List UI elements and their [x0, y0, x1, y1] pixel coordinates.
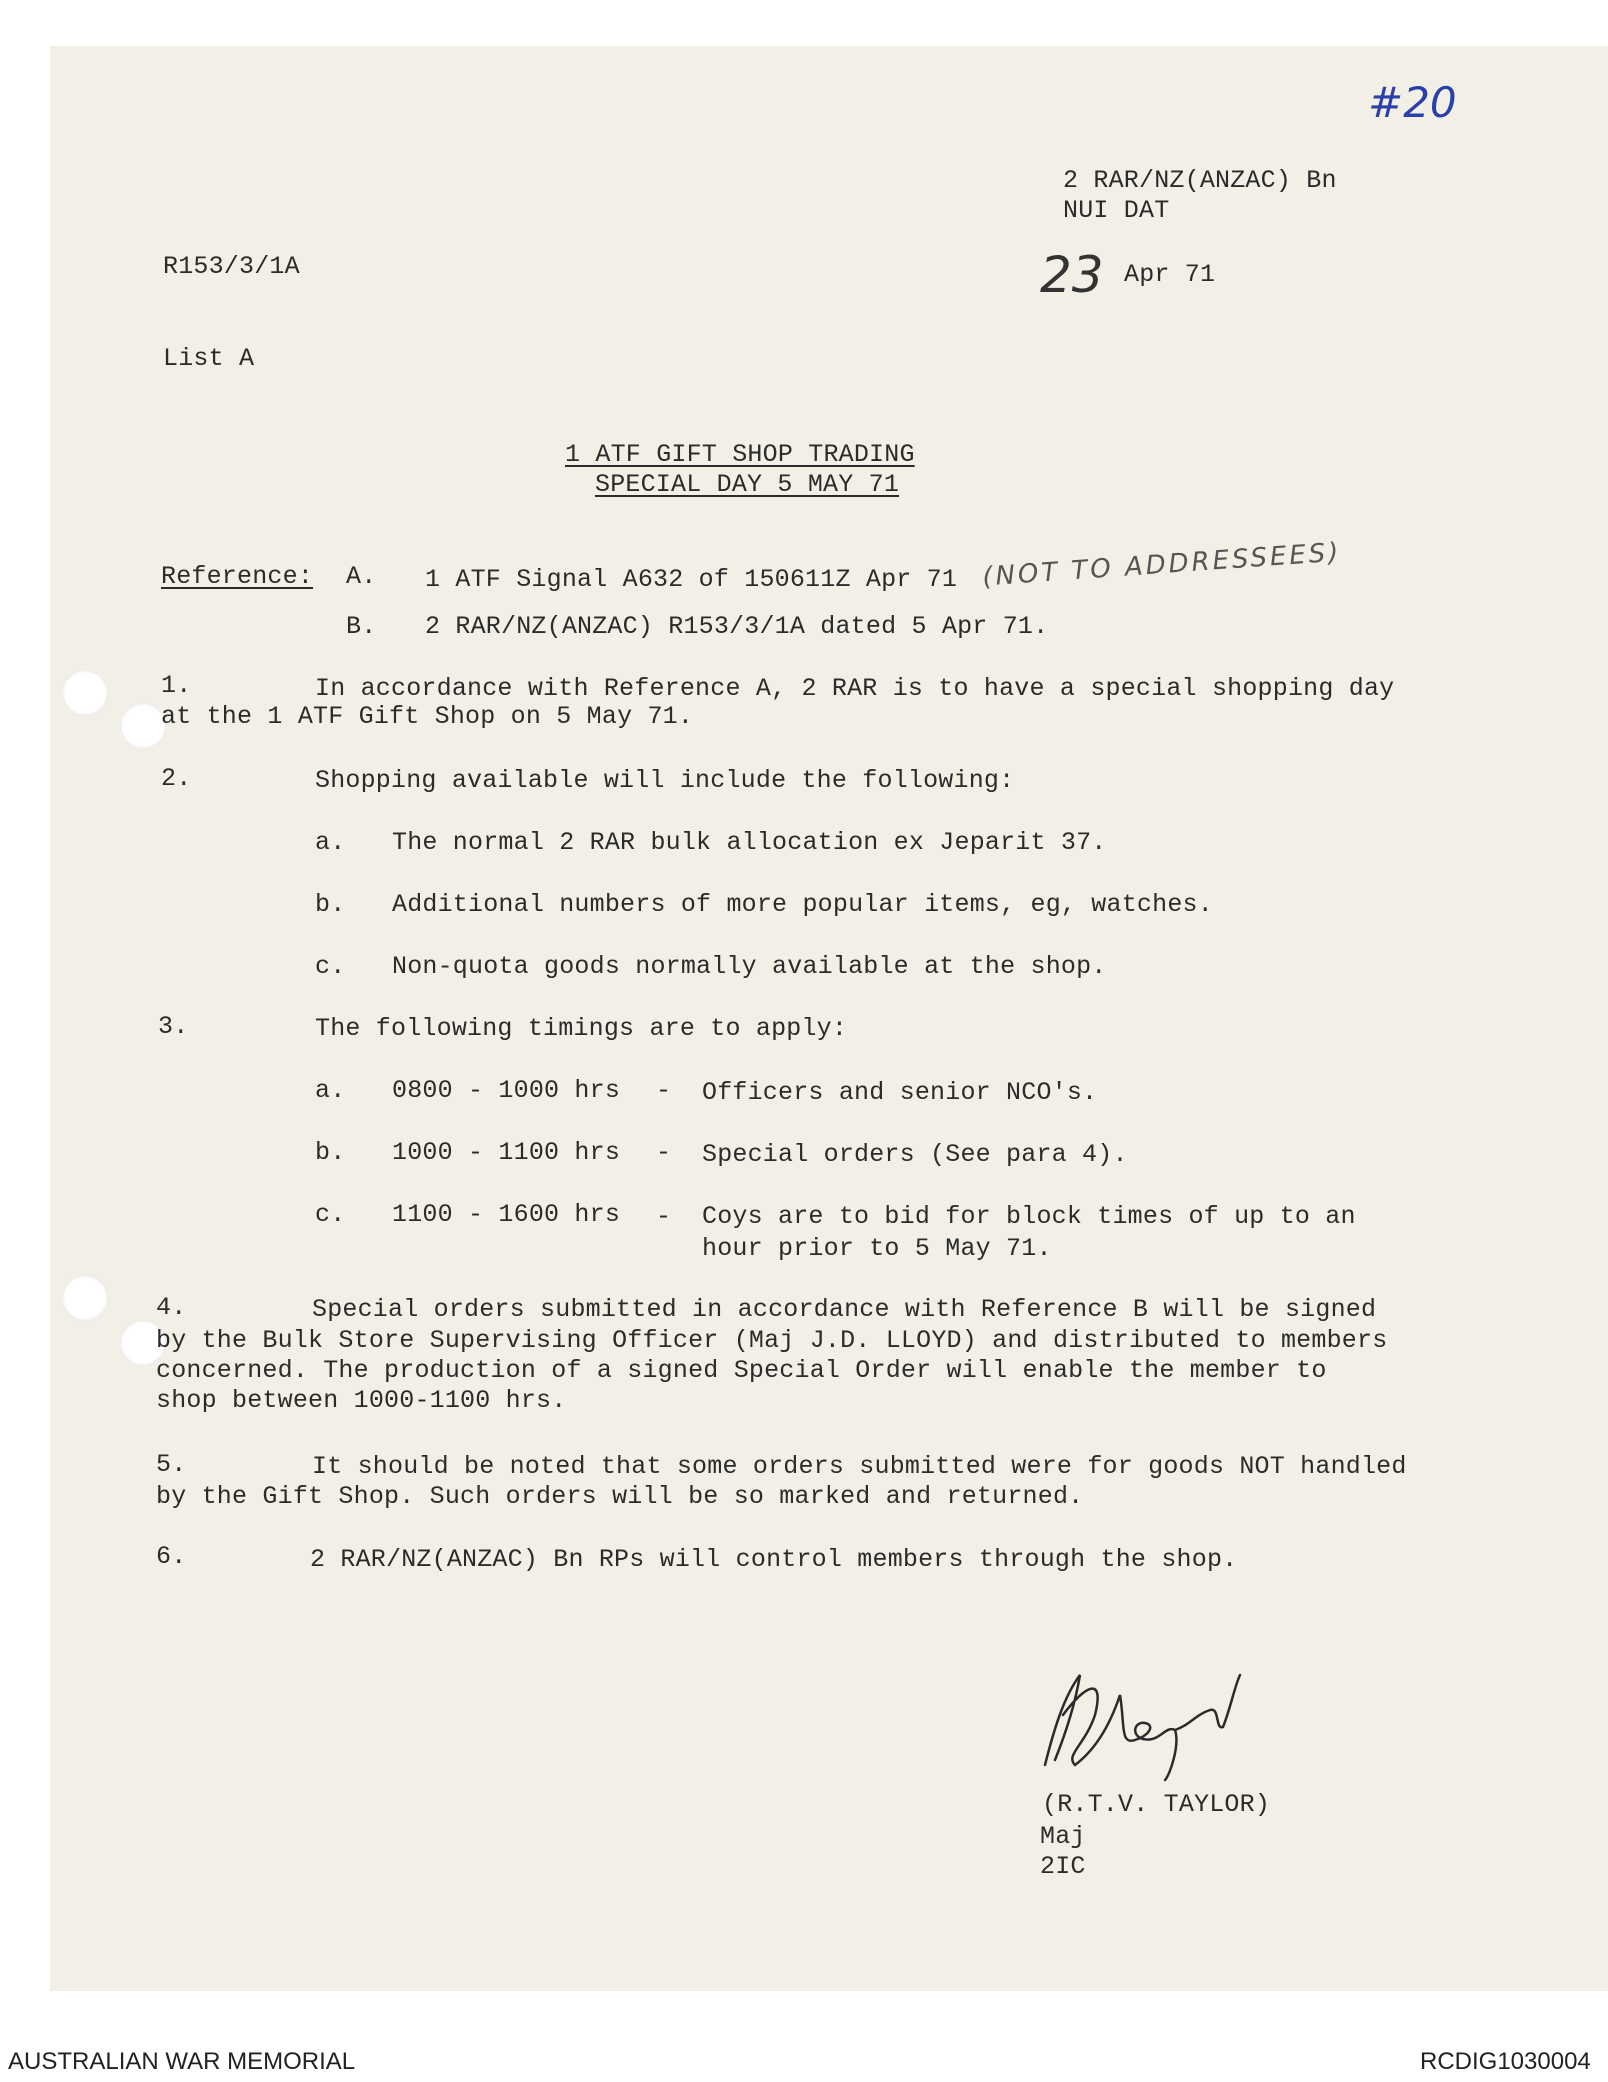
footer-archive-name: AUSTRALIAN WAR MEMORIAL	[8, 2048, 356, 2075]
timing-a-dash: -	[656, 1076, 672, 1105]
para-5-text: It should be noted that some orders submitted were for goods NOT handled	[312, 1452, 1407, 1481]
para-3-number: 3.	[158, 1012, 189, 1041]
punch-hole	[62, 670, 108, 716]
signatory-name: (R.T.V. TAYLOR)	[1042, 1790, 1271, 1819]
reference-b-text: 2 RAR/NZ(ANZAC) R153/3/1A dated 5 Apr 71.	[425, 612, 1049, 641]
date-rest: Apr 71	[1124, 260, 1216, 289]
timing-c-dash: -	[656, 1202, 672, 1231]
timing-b-dash: -	[656, 1138, 672, 1167]
reference-b-letter: B.	[346, 612, 377, 641]
para-5-number: 5.	[156, 1450, 187, 1479]
file-reference: R153/3/1A	[163, 252, 300, 281]
para-2-item-a-letter: a.	[315, 828, 346, 857]
para-2-item-a-text: The normal 2 RAR bulk allocation ex Jeparit 37.	[392, 828, 1107, 857]
unit-line-1: 2 RAR/NZ(ANZAC) Bn	[1063, 166, 1337, 195]
reference-a-letter: A.	[346, 562, 377, 591]
timing-b-time: 1000 - 1100 hrs	[392, 1138, 621, 1167]
signatory-rank: Maj	[1040, 1822, 1086, 1851]
timing-a-desc: Officers and senior NCO's.	[702, 1078, 1098, 1107]
para-6-text: 2 RAR/NZ(ANZAC) Bn RPs will control members through the shop.	[310, 1545, 1238, 1574]
reference-label: Reference:	[161, 562, 314, 591]
para-1-text-cont: at the 1 ATF Gift Shop on 5 May 71.	[161, 702, 694, 731]
para-2-item-b-text: Additional numbers of more popular items, eg, watches.	[392, 890, 1213, 919]
timing-c-desc: Coys are to bid for block times of up to an	[702, 1202, 1356, 1231]
signatory-appointment: 2IC	[1040, 1852, 1086, 1881]
reference-a-text: 1 ATF Signal A632 of 150611Z Apr 71	[425, 565, 958, 594]
para-4-line-2: by the Bulk Store Supervising Officer (Maj J.D. LLOYD) and distributed to members	[156, 1326, 1388, 1355]
punch-hole	[120, 703, 166, 749]
para-4-line-4: shop between 1000-1100 hrs.	[156, 1386, 567, 1415]
para-4-line-3: concerned. The production of a signed Special Order will enable the member to	[156, 1356, 1327, 1385]
title-line-1: 1 ATF GIFT SHOP TRADING	[565, 440, 915, 469]
timing-c-letter: c.	[315, 1200, 346, 1229]
distribution-list: List A	[163, 344, 255, 373]
punch-hole	[62, 1275, 108, 1321]
para-6-number: 6.	[156, 1542, 187, 1571]
timing-b-letter: b.	[315, 1138, 346, 1167]
para-2-number: 2.	[161, 764, 192, 793]
reference-a-note-handwritten: (NOT TO ADDRESSEES)	[981, 537, 1343, 593]
timing-b-desc: Special orders (See para 4).	[702, 1140, 1128, 1169]
timing-a-letter: a.	[315, 1076, 346, 1105]
para-2-item-b-letter: b.	[315, 890, 346, 919]
timing-c-time: 1100 - 1600 hrs	[392, 1200, 621, 1229]
para-4-text: Special orders submitted in accordance with Reference B will be signed	[312, 1295, 1377, 1324]
title-line-2: SPECIAL DAY 5 MAY 71	[595, 470, 900, 499]
para-1-number: 1.	[161, 671, 192, 700]
para-4-number: 4.	[156, 1293, 187, 1322]
para-2-item-c-text: Non-quota goods normally available at the shop.	[392, 952, 1107, 981]
footer-record-id: RCDIG1030004	[1420, 2048, 1591, 2075]
date-day-handwritten: 23	[1040, 246, 1104, 304]
para-3-text: The following timings are to apply:	[315, 1014, 848, 1043]
timing-c-desc-cont: hour prior to 5 May 71.	[702, 1234, 1052, 1263]
para-2-item-c-letter: c.	[315, 952, 346, 981]
archive-mark: #20	[1368, 78, 1457, 127]
handwritten-signature	[1025, 1655, 1255, 1785]
para-2-text: Shopping available will include the following:	[315, 766, 1015, 795]
para-5-line-2: by the Gift Shop. Such orders will be so marked and returned.	[156, 1482, 1084, 1511]
unit-line-2: NUI DAT	[1063, 196, 1170, 225]
timing-a-time: 0800 - 1000 hrs	[392, 1076, 621, 1105]
para-1-text: In accordance with Reference A, 2 RAR is to have a special shopping day	[315, 674, 1395, 703]
